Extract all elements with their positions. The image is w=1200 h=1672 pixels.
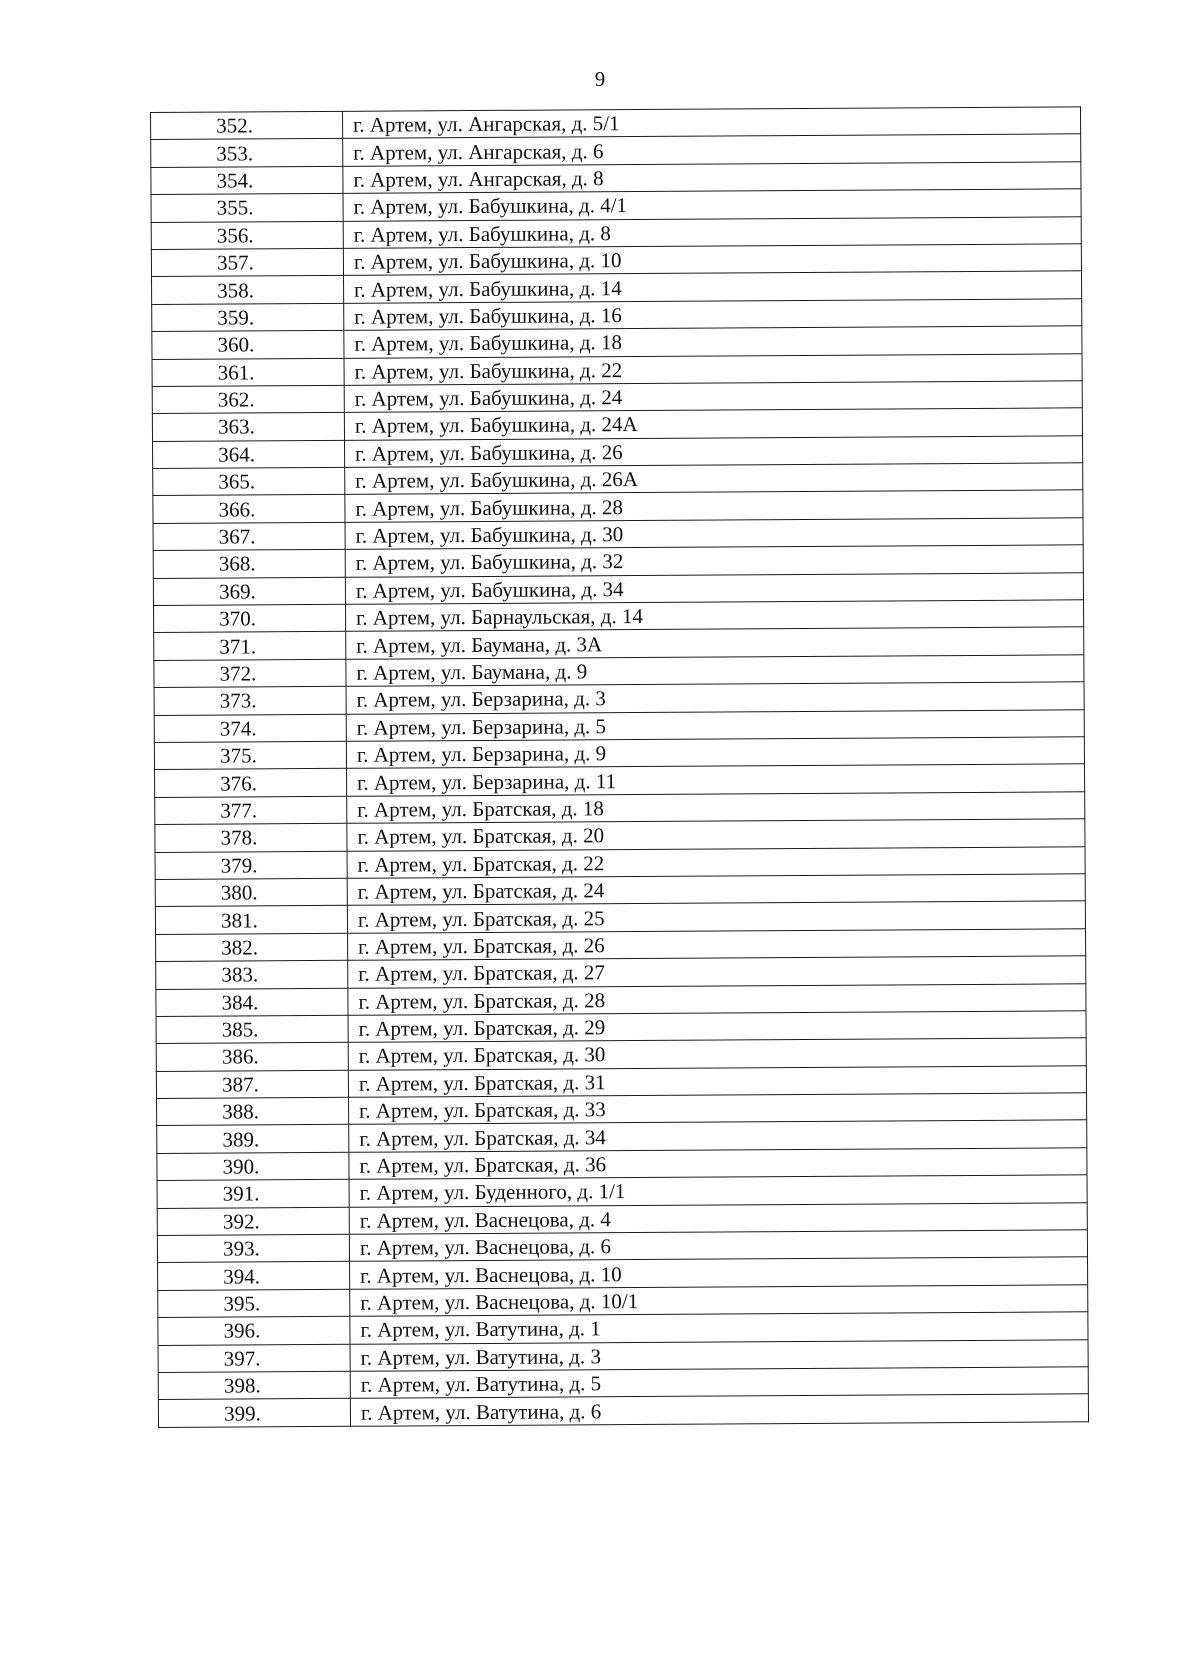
address-cell: г. Артем, ул. Братская, д. 31 bbox=[348, 1065, 1086, 1097]
row-number-cell: 352. bbox=[151, 111, 343, 140]
row-number-cell: 363. bbox=[152, 413, 344, 442]
address-cell: г. Артем, ул. Бабушкина, д. 24А bbox=[344, 408, 1082, 440]
row-number-cell: 369. bbox=[153, 577, 345, 606]
address-cell: г. Артем, ул. Братская, д. 22 bbox=[347, 846, 1085, 878]
address-cell: г. Артем, ул. Ватутина, д. 3 bbox=[350, 1339, 1088, 1371]
row-number-cell: 356. bbox=[151, 221, 343, 250]
address-cell: г. Артем, ул. Васнецова, д. 10/1 bbox=[350, 1285, 1088, 1317]
address-cell: г. Артем, ул. Бабушкина, д. 28 bbox=[345, 490, 1083, 522]
address-cell: г. Артем, ул. Бабушкина, д. 34 bbox=[345, 572, 1083, 604]
address-cell: г. Артем, ул. Бабушкина, д. 10 bbox=[343, 244, 1081, 276]
address-cell: г. Артем, ул. Берзарина, д. 3 bbox=[346, 682, 1084, 714]
address-cell: г. Артем, ул. Братская, д. 25 bbox=[347, 901, 1085, 933]
row-number-cell: 378. bbox=[155, 823, 347, 852]
address-cell: г. Артем, ул. Братская, д. 34 bbox=[349, 1120, 1087, 1152]
address-cell: г. Артем, ул. Братская, д. 30 bbox=[348, 1038, 1086, 1070]
address-cell: г. Артем, ул. Васнецова, д. 6 bbox=[349, 1230, 1087, 1262]
address-cell: г. Артем, ул. Братская, д. 18 bbox=[347, 792, 1085, 824]
row-number-cell: 373. bbox=[154, 687, 346, 716]
row-number-cell: 398. bbox=[158, 1371, 350, 1400]
address-cell: г. Артем, ул. Братская, д. 20 bbox=[347, 819, 1085, 851]
row-number-cell: 399. bbox=[158, 1399, 350, 1428]
row-number-cell: 392. bbox=[157, 1207, 349, 1236]
address-cell: г. Артем, ул. Баумана, д. 3А bbox=[346, 627, 1084, 659]
address-table bbox=[150, 106, 1089, 1427]
address-cell: г. Артем, ул. Берзарина, д. 9 bbox=[346, 737, 1084, 769]
row-number-cell: 355. bbox=[151, 193, 343, 222]
row-number-cell: 390. bbox=[157, 1152, 349, 1181]
address-cell: г. Артем, ул. Ватутина, д. 6 bbox=[350, 1394, 1088, 1426]
address-cell: г. Артем, ул. Братская, д. 26 bbox=[348, 929, 1086, 961]
table-row bbox=[158, 1394, 1088, 1427]
address-cell: г. Артем, ул. Ангарская, д. 5/1 bbox=[342, 107, 1080, 139]
row-number-cell: 354. bbox=[151, 166, 343, 195]
row-number-cell: 365. bbox=[153, 467, 345, 496]
row-number-cell: 385. bbox=[156, 1015, 348, 1044]
address-cell: г. Артем, ул. Бабушкина, д. 30 bbox=[345, 518, 1083, 550]
row-number-cell: 367. bbox=[153, 522, 345, 551]
address-cell: г. Артем, ул. Ангарская, д. 8 bbox=[343, 162, 1081, 194]
row-number-cell: 386. bbox=[156, 1043, 348, 1072]
row-number-cell: 359. bbox=[152, 303, 344, 332]
row-number-cell: 397. bbox=[158, 1344, 350, 1373]
row-number-cell: 358. bbox=[152, 276, 344, 305]
address-cell: г. Артем, ул. Братская, д. 33 bbox=[349, 1093, 1087, 1125]
row-number-cell: 377. bbox=[155, 796, 347, 825]
address-cell: г. Артем, ул. Ангарская, д. 6 bbox=[343, 134, 1081, 166]
address-cell: г. Артем, ул. Братская, д. 29 bbox=[348, 1011, 1086, 1043]
address-cell: г. Артем, ул. Братская, д. 24 bbox=[347, 874, 1085, 906]
address-cell: г. Артем, ул. Баумана, д. 9 bbox=[346, 655, 1084, 687]
row-number-cell: 375. bbox=[154, 741, 346, 770]
address-cell: г. Артем, ул. Бабушкина, д. 24 bbox=[344, 381, 1082, 413]
address-table-body bbox=[151, 107, 1089, 1427]
row-number-cell: 360. bbox=[152, 330, 344, 359]
address-cell: г. Артем, ул. Братская, д. 36 bbox=[349, 1148, 1087, 1180]
address-cell: г. Артем, ул. Бабушкина, д. 8 bbox=[343, 216, 1081, 248]
row-number-cell: 391. bbox=[157, 1180, 349, 1209]
address-cell: г. Артем, ул. Братская, д. 28 bbox=[348, 983, 1086, 1015]
row-number-cell: 371. bbox=[154, 632, 346, 661]
address-cell: г. Артем, ул. Васнецова, д. 10 bbox=[350, 1257, 1088, 1289]
address-cell: г. Артем, ул. Берзарина, д. 11 bbox=[347, 764, 1085, 796]
address-cell: г. Артем, ул. Буденного, д. 1/1 bbox=[349, 1175, 1087, 1207]
row-number-cell: 381. bbox=[155, 906, 347, 935]
row-number-cell: 389. bbox=[157, 1125, 349, 1154]
row-number-cell: 394. bbox=[158, 1262, 350, 1291]
row-number-cell: 387. bbox=[156, 1070, 348, 1099]
row-number-cell: 388. bbox=[157, 1097, 349, 1126]
address-cell: г. Артем, ул. Барнаульская, д. 14 bbox=[346, 600, 1084, 632]
address-cell: г. Артем, ул. Бабушкина, д. 32 bbox=[345, 545, 1083, 577]
address-table-wrapper bbox=[150, 106, 1088, 1427]
row-number-cell: 372. bbox=[154, 659, 346, 688]
page-number: 9 bbox=[594, 67, 606, 91]
address-cell: г. Артем, ул. Бабушкина, д. 26А bbox=[345, 463, 1083, 495]
row-number-cell: 366. bbox=[153, 495, 345, 524]
row-number-cell: 368. bbox=[153, 550, 345, 579]
row-number-cell: 370. bbox=[154, 604, 346, 633]
row-number-cell: 395. bbox=[158, 1289, 350, 1318]
address-cell: г. Артем, ул. Бабушкина, д. 14 bbox=[344, 271, 1082, 303]
row-number-cell: 379. bbox=[155, 851, 347, 880]
row-number-cell: 362. bbox=[152, 385, 344, 414]
row-number-cell: 383. bbox=[156, 960, 348, 989]
row-number-cell: 357. bbox=[151, 248, 343, 277]
address-cell: г. Артем, ул. Ватутина, д. 5 bbox=[350, 1367, 1088, 1399]
address-cell: г. Артем, ул. Берзарина, д. 5 bbox=[346, 709, 1084, 741]
row-number-cell: 353. bbox=[151, 139, 343, 168]
row-number-cell: 376. bbox=[155, 769, 347, 798]
address-cell: г. Артем, ул. Бабушкина, д. 18 bbox=[344, 326, 1082, 358]
address-cell: г. Артем, ул. Братская, д. 27 bbox=[348, 956, 1086, 988]
row-number-cell: 380. bbox=[155, 878, 347, 907]
address-cell: г. Артем, ул. Ватутина, д. 1 bbox=[350, 1312, 1088, 1344]
address-cell: г. Артем, ул. Бабушкина, д. 26 bbox=[345, 435, 1083, 467]
row-number-cell: 364. bbox=[153, 440, 345, 469]
row-number-cell: 393. bbox=[157, 1234, 349, 1263]
address-cell: г. Артем, ул. Бабушкина, д. 4/1 bbox=[343, 189, 1081, 221]
address-cell: г. Артем, ул. Васнецова, д. 4 bbox=[349, 1202, 1087, 1234]
address-cell: г. Артем, ул. Бабушкина, д. 16 bbox=[344, 299, 1082, 331]
address-cell: г. Артем, ул. Бабушкина, д. 22 bbox=[344, 353, 1082, 385]
row-number-cell: 396. bbox=[158, 1316, 350, 1345]
row-number-cell: 361. bbox=[152, 358, 344, 387]
row-number-cell: 384. bbox=[156, 988, 348, 1017]
row-number-cell: 374. bbox=[154, 714, 346, 743]
row-number-cell: 382. bbox=[156, 933, 348, 962]
